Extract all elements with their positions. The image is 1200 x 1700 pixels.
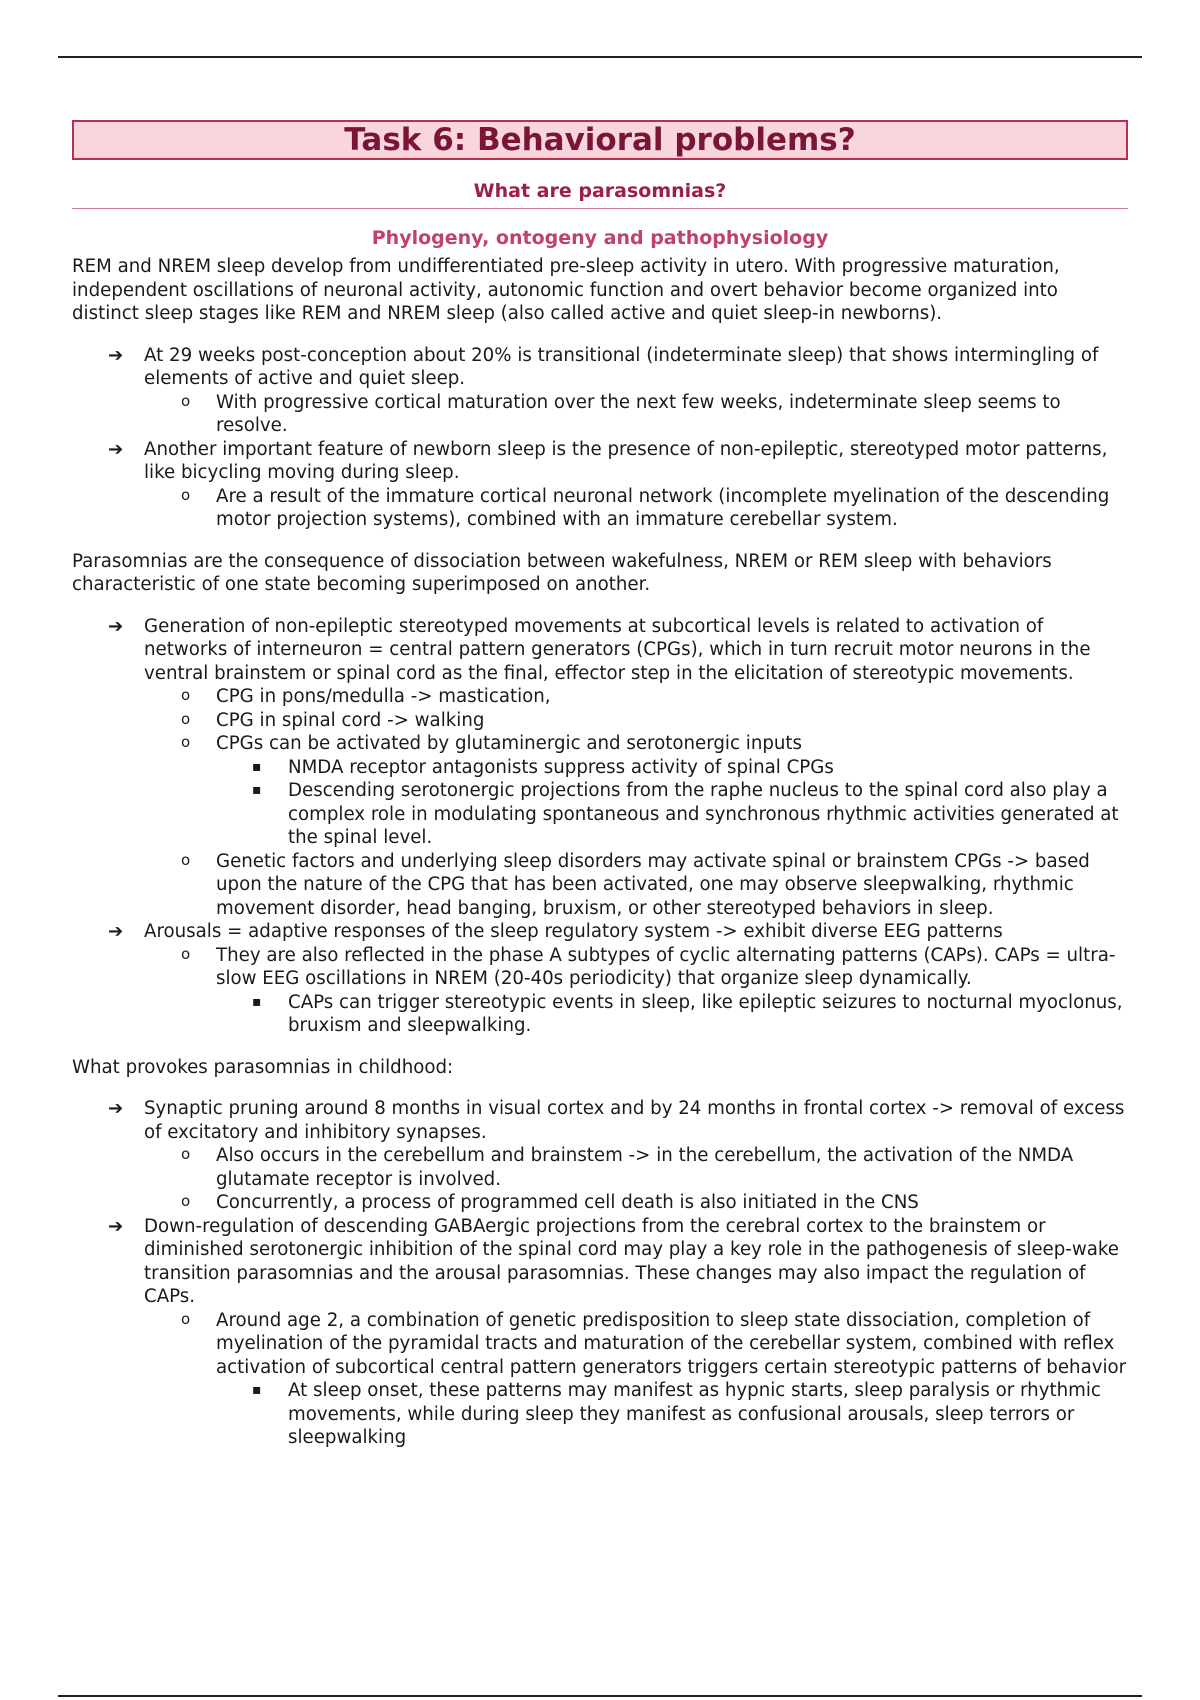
list-item [144,1309,1128,1450]
list-item [144,709,1128,733]
list-item-text: CAPs can trigger stereotypic events in sleep, like epileptic seizures to nocturnal myoclonus, bruxism and sleepwalking. [288,991,1123,1036]
section-heading: Phylogeny, ontogeny and pathophysiology [371,227,829,249]
list-item-text: Generation of non-epileptic stereotyped movements at subcortical levels is related to activation of networks of interneuron = central pattern generators (CPGs), which in turn recruit motor neurons in the ventral brainstem or spinal cord as the final, effector step in the elicitation of stereotypic movements. [144,615,1091,684]
list-item [144,1144,1128,1191]
circle-bullet-icon: o [181,944,191,963]
arrow-bullet-icon: ➔ [108,921,124,942]
list-item-text: Concurrently, a process of programmed cell death is also initiated in the CNS [216,1192,919,1213]
circle-bullet-icon: o [181,1309,191,1328]
list-item-text: Descending serotonergic projections from the raphe nucleus to the spinal cord also play a complex role in modulating spontaneous and synchronous rhythmic activities generated at the spinal level. [288,780,1119,848]
list-item-text: With progressive cortical maturation over the next few weeks, indeterminate sleep seems to resolve. [216,391,1061,436]
list-item-text: At sleep onset, these patterns may manifest as hypnic starts, sleep paralysis or rhythmic movements, while during sleep they manifest as confusional arousals, sleep terrors or sleepwalking [288,1380,1101,1448]
list-item-text: CPG in pons/medulla -> mastication, [216,686,551,707]
bullet-list-2 [72,615,1128,1038]
list-item-text: Also occurs in the cerebellum and brainstem -> in the cerebellum, the activation of the NMDA glutamate receptor is involved. [216,1145,1074,1190]
square-bullet-icon: ▪ [252,1382,262,1398]
arrow-bullet-icon: ➔ [108,615,124,637]
page-title: Task 6: Behavioral problems? [72,120,1128,160]
subtitle: What are parasomnias? [72,180,1128,209]
list-item-text: They are also reflected in the phase A subtypes of cyclic alternating patterns (CAPs). CAPs = ultra-slow EEG oscillations in NREM (20-40s periodicity) that organize sleep dynamically. [216,944,1116,989]
list-item-text: Are a result of the immature cortical neuronal network (incomplete myelination of the descending motor projection systems), combined with an immature cerebellar system. [216,485,1110,530]
document-page [72,120,1128,1450]
list-item [144,944,1128,1038]
list-item-text: CPGs can be activated by glutaminergic and serotonergic inputs [216,733,803,754]
bottom-rule [58,1695,1142,1697]
intro-paragraph: REM and NREM sleep develop from undifferentiated pre-sleep activity in utero. With progressive maturation, independent oscillations of neuronal activity, autonomic function and overt behavior become organized into distinct sleep stages like REM and NREM sleep (also called active and quiet sleep-in newborns). [72,256,1060,324]
list-item-text: Down-regulation of descending GABAergic projections from the cerebral cortex to the brainstem or diminished serotonergic inhibition of the spinal cord may play a key role in the pathogenesis of sleep-wake transition parasomnias and the arousal parasomnias. These changes may also impact the regulation of CAPs. [144,1215,1119,1307]
list-item [216,779,1128,850]
square-bullet-icon: ▪ [252,758,262,775]
circle-bullet-icon: o [181,485,191,504]
list-item-text: CPG in spinal cord -> walking [216,709,485,731]
circle-bullet-icon: o [181,850,191,869]
list-item [144,391,1128,438]
list-item [144,485,1128,532]
list-item-text: Around age 2, a combination of genetic predisposition to sleep state dissociation, completion of myelination of the pyramidal tracts and maturation of the cerebellar system, combined with reflex activation of subcortical central pattern generators triggers certain stereotypic patterns of behavior [216,1309,1127,1378]
list-item [72,344,1128,438]
list-item [144,732,1128,850]
list-item-text: Genetic factors and underlying sleep disorders may activate spinal or brainstem CPGs -> based upon the nature of the CPG that has been activated, one may observe sleepwalking, rhythmic movement disorder, head banging, bruxism, or other stereotyped behaviors in sleep. [216,850,1090,919]
arrow-bullet-icon: ➔ [108,1098,124,1119]
list-item-text: Another important feature of newborn sleep is the presence of non-epileptic, stereotyped motor patterns, like bicycling moving during sleep. [144,438,1108,483]
arrow-bullet-icon: ➔ [108,1215,124,1237]
list-item-text: Arousals = adaptive responses of the sleep regulatory system -> exhibit diverse EEG patterns [144,921,1003,942]
square-bullet-icon: ▪ [252,993,262,1010]
arrow-bullet-icon: ➔ [108,438,124,460]
circle-bullet-icon: o [181,1145,191,1163]
list-item [72,438,1128,532]
list-item [216,1379,1128,1450]
list-item [144,850,1128,921]
circle-bullet-icon: o [181,1192,191,1210]
top-rule [58,56,1142,58]
circle-bullet-icon: o [181,709,191,728]
arrow-bullet-icon: ➔ [108,344,124,366]
list-item [144,1191,1128,1215]
list-item [72,920,1128,1038]
paragraph: Parasomnias are the consequence of dissociation between wakefulness, NREM or REM sleep with behaviors characteristic of one state becoming superimposed on another. [72,550,1052,595]
list-item-text: At 29 weeks post-conception about 20% is transitional (indeterminate sleep) that shows intermingling of elements of active and quiet sleep. [144,344,1099,389]
bullet-list-3 [72,1097,1128,1450]
square-bullet-icon: ▪ [252,782,262,798]
list-item [216,756,1128,780]
bullet-list-1 [72,344,1128,532]
list-item [216,991,1128,1038]
circle-bullet-icon: o [181,391,191,410]
list-item-text: Synaptic pruning around 8 months in visual cortex and by 24 months in frontal cortex -> removal of excess of excitatory and inhibitory synapses. [144,1098,1125,1143]
paragraph: What provokes parasomnias in childhood: [72,1056,454,1078]
list-item-text: NMDA receptor antagonists suppress activity of spinal CPGs [288,756,834,778]
list-item [72,615,1128,921]
list-item [144,685,1128,709]
list-item [72,1215,1128,1450]
circle-bullet-icon: o [181,733,191,751]
circle-bullet-icon: o [181,686,191,704]
list-item [72,1097,1128,1215]
